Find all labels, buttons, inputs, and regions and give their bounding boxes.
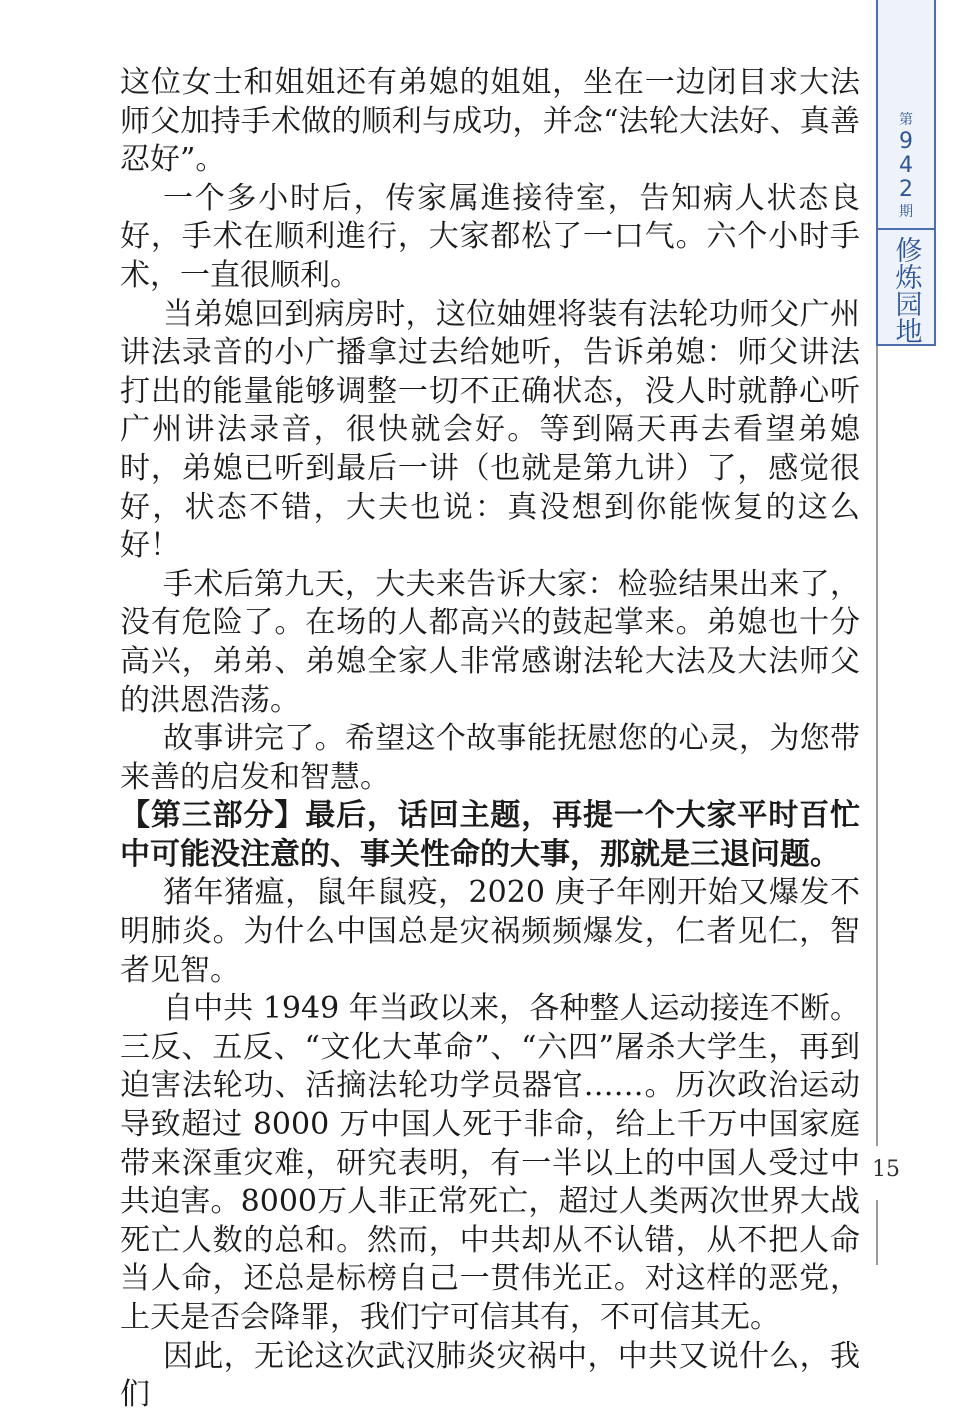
margin-rule: [876, 346, 878, 1146]
page-number: 15: [872, 1157, 900, 1182]
paragraph-political-movements: 自中共 1949 年当政以来，各种整人运动接连不断。三反、五反、“文化大革命”、“六四”屠杀大学生，再到迫害法轮功、活摘法轮功学员器官……。历次政治运动导致超过 8000 万中国人死于非命，给上千万中国家庭带来深重灾难，研究表明，有一半以上的中国人受过中共迫害。8000万人非正常死亡，超过人类两次世界大战死亡人数的总和。然而，中共却从不认错，从不把人命当人命，还总是标榜自己一贯伟光正。对这样的恶党，上天是否会降罪，我们宁可信其有，不可信其无。: [120, 991, 860, 1335]
issue-digit: 4: [899, 153, 913, 178]
paragraph-conclusion-start: 因此，无论这次武汉肺炎灾祸中，中共又说什么，我们: [120, 1338, 860, 1413]
issue-prefix: 第: [899, 112, 913, 128]
magazine-side-tab: [876, 0, 936, 346]
paragraph-surgery-progress: 一个多小时后，传家属進接待室，告知病人状态良好，手术在顺利進行，大家都松了一口气。六个小时手术，一直很顺利。: [120, 180, 860, 293]
tab-divider: [878, 228, 934, 230]
section-heading-part-three: 【第三部分】最后，话回主题，再提一个大家平时百忙中可能没注意的、事关性命的大事，那就是三退问题。: [120, 798, 860, 872]
issue-digit: 9: [899, 129, 913, 154]
paragraph-story-end: 故事讲完了。希望这个故事能抚慰您的心灵，为您带来善的启发和智慧。: [120, 721, 860, 795]
issue-digit: 2: [899, 177, 913, 202]
article-body: [120, 64, 860, 1415]
paragraph-recovery: 当弟媳回到病房时，这位妯娌将装有法轮功师父广州讲法录音的小广播拿过去给她听，告诉弟媳：师父讲法打出的能量能够调整一切不正确状态，没人时就静心听广州讲法录音，很快就会好。等到隔天再去看望弟媳时，弟媳已听到最后一讲（也就是第九讲）了，感觉很好，状态不错，大夫也说：真没想到你能恢复的这么好！: [120, 296, 860, 564]
margin-rule: [876, 1200, 878, 1265]
paragraph-continuation: 这位女士和姐姐还有弟媳的姐姐，坐在一边闭目求大法师父加持手术做的顺利与成功，并念“法轮大法好、真善忍好”。: [120, 65, 860, 178]
issue-number: [878, 110, 934, 222]
paragraph-test-results: 手术后第九天，大夫来告诉大家：检验结果出来了，没有危险了。在场的人都高兴的鼓起掌来。弟媳也十分高兴，弟弟、弟媳全家人非常感谢法轮大法及大法师父的洪恩浩荡。: [120, 566, 860, 718]
section-title-text: 修炼园地: [890, 236, 922, 344]
section-title: [878, 236, 934, 344]
issue-suffix: 期: [899, 204, 913, 220]
paragraph-epidemics: 猪年猪瘟，鼠年鼠疫，2020 庚子年刚开始又爆发不明肺炎。为什么中国总是灾祸频频爆发，仁者见仁，智者见智。: [120, 875, 860, 988]
